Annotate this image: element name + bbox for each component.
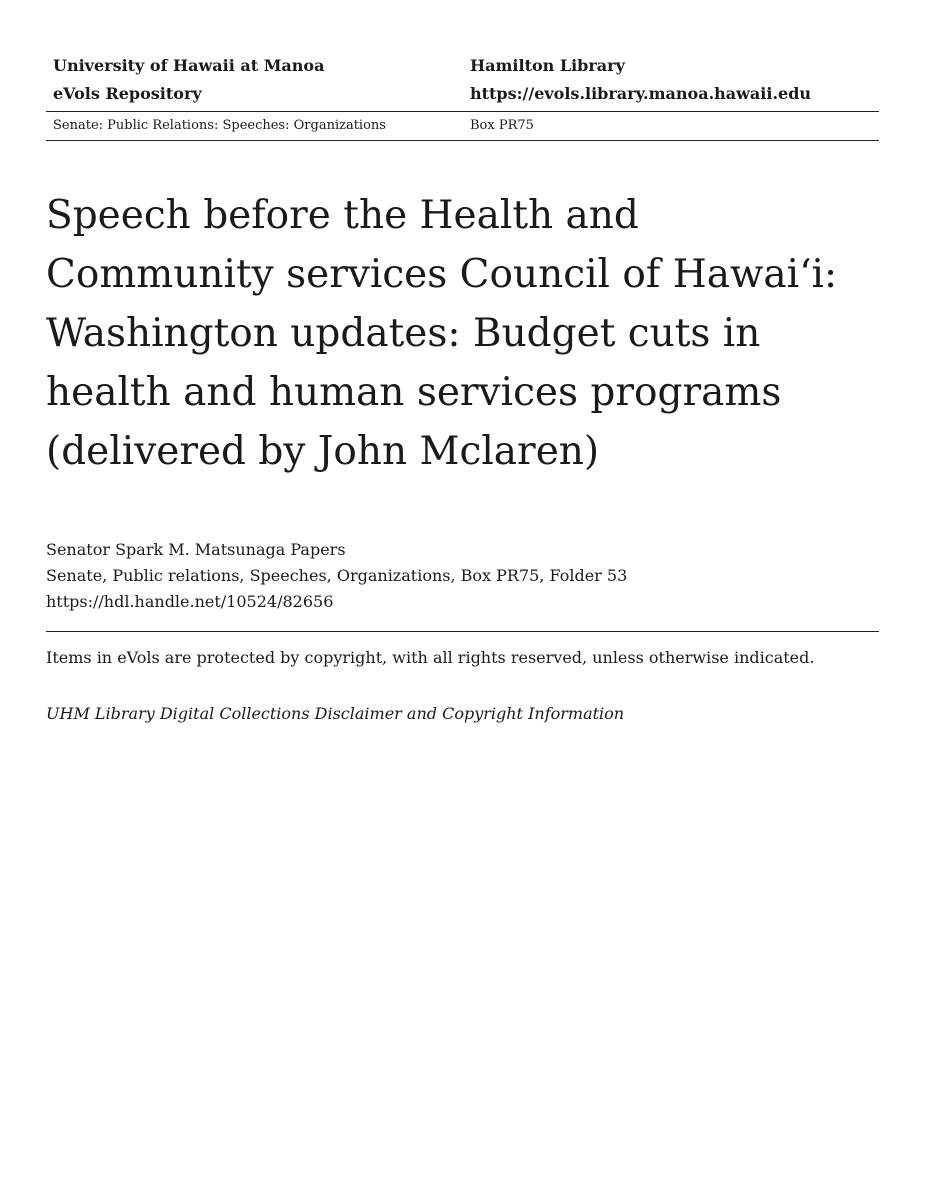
metadata-divider (46, 631, 879, 632)
library-name: Hamilton Library (470, 56, 625, 75)
header-row-3 (46, 112, 879, 140)
document-metadata (46, 537, 627, 615)
repository-url[interactable]: https://evols.library.manoa.hawaii.edu (470, 84, 812, 103)
header-row-1 (46, 52, 879, 80)
handle-link[interactable]: https://hdl.handle.net/10524/82656 (46, 592, 334, 611)
institution-name: University of Hawaii at Manoa (53, 56, 325, 75)
copyright-notice: Items in eVols are protected by copyright, with all rights reserved, unless otherwise indicated. (46, 648, 815, 667)
folder-location: Senate, Public relations, Speeches, Organizations, Box PR75, Folder 53 (46, 566, 628, 585)
papers-collection: Senator Spark M. Matsunaga Papers (46, 540, 346, 559)
header-divider-bottom (46, 140, 879, 141)
document-header (46, 52, 879, 141)
box-label: Box PR75 (470, 118, 534, 133)
collection-path: Senate: Public Relations: Speeches: Organizations (53, 118, 386, 133)
disclaimer-link[interactable]: UHM Library Digital Collections Disclaimer and Copyright Information (46, 704, 625, 723)
repository-name: eVols Repository (53, 84, 202, 103)
header-row-2 (46, 80, 879, 111)
document-title: Speech before the Health and Community services Council of Hawai‘i: Washington updates: Budget cuts in health and human services programs (delivered by John Mclaren) (46, 193, 838, 474)
